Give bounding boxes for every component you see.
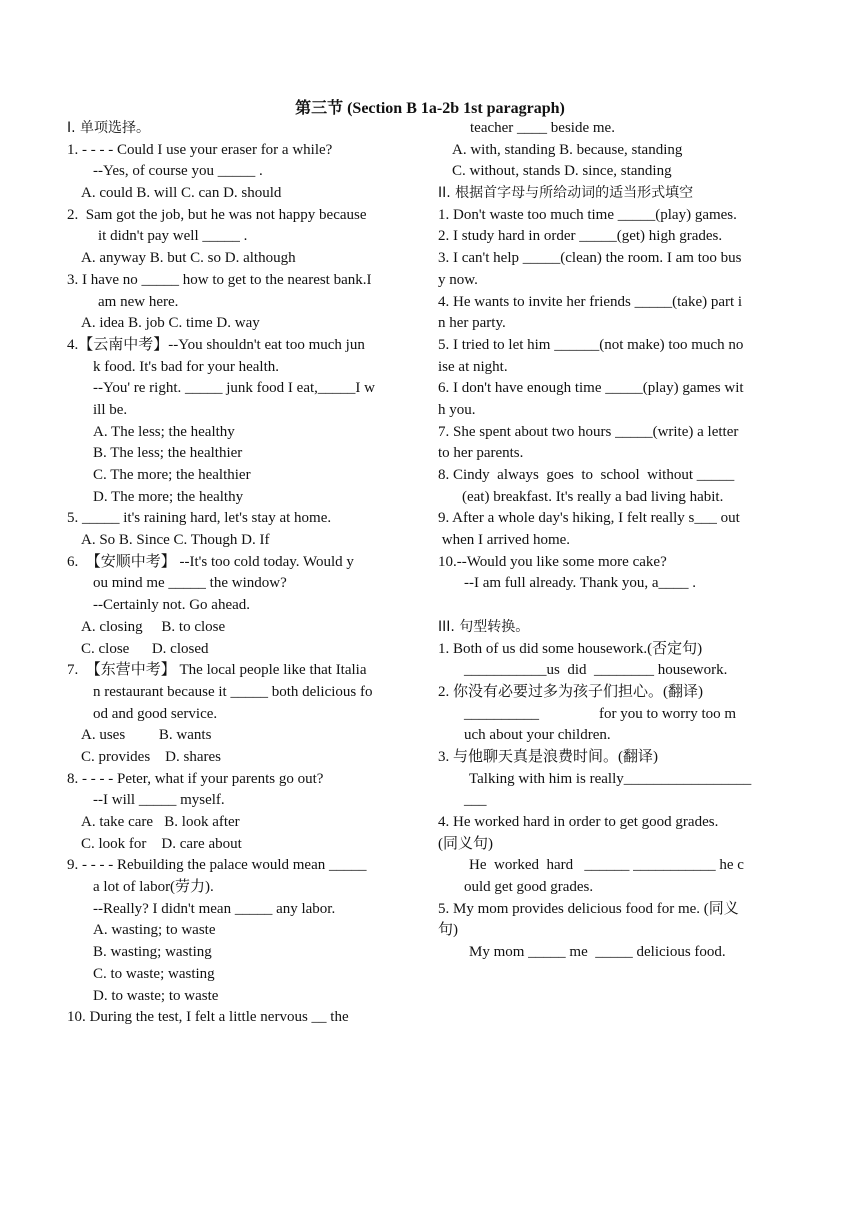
- text-line: 2. 你没有必要过多为孩子们担心。(翻译): [438, 683, 703, 700]
- text-line: [438, 595, 798, 617]
- text-line: h you.: [438, 401, 476, 418]
- text-line: A. closing B. to close: [81, 618, 226, 635]
- text-line: A. idea B. job C. time D. way: [81, 315, 260, 332]
- text-line: am new here.: [98, 293, 179, 310]
- text-line: A. So B. Since C. Though D. If: [81, 532, 270, 549]
- text-line: to her parents.: [438, 445, 524, 462]
- text-line: 2. Sam got the job, but he was not happy because: [67, 206, 367, 223]
- text-line: uch about your children.: [464, 727, 611, 744]
- text-line: 4. He wants to invite her friends _____(take) part i: [438, 293, 743, 310]
- text-line: 1. - - - - Could I use your eraser for a while?: [67, 141, 333, 158]
- text-line: ___: [464, 792, 487, 809]
- text-line: 句): [438, 922, 458, 939]
- text-line: 2. I study hard in order _____(get) high grades.: [438, 228, 723, 245]
- text-line: 9. - - - - Rebuilding the palace would mean _____: [67, 857, 367, 874]
- text-line: 5. My mom provides delicious food for me. (同义: [438, 900, 739, 917]
- text-line: y now.: [438, 271, 478, 288]
- page-title: 第三节 (Section B 1a-2b 1st paragraph): [295, 100, 565, 117]
- text-line: D. to waste; to waste: [93, 987, 219, 1004]
- text-line: A. anyway B. but C. so D. although: [81, 250, 296, 267]
- text-line: 5. I tried to let him ______(not make) too much no: [438, 336, 744, 353]
- text-line: 4.【云南中考】--You shouldn't eat too much jun: [67, 336, 365, 353]
- text-line: 1. Don't waste too much time _____(play) games.: [438, 206, 737, 223]
- text-line: B. wasting; wasting: [93, 944, 212, 961]
- text-line: A. take care B. look after: [81, 814, 240, 830]
- text-line: C. look for D. care about: [81, 835, 242, 852]
- text-line: 6. 【安顺中考】 --It's too cold today. Would y: [67, 553, 354, 570]
- text-line: (同义句): [438, 835, 493, 852]
- text-line: 7. 【东营中考】 The local people like that Italia: [67, 662, 367, 679]
- text-line: --Really? I didn't mean _____ any labor.: [93, 900, 336, 917]
- text-line: 5. _____ it's raining hard, let's stay at home.: [67, 510, 332, 527]
- text-line: ___________us did ________ housework.: [464, 662, 728, 679]
- text-line: III. 句型转换。: [438, 618, 530, 635]
- text-line: ould get good grades.: [464, 879, 594, 896]
- text-line: 7. She spent about two hours _____(write) a letter: [438, 423, 739, 440]
- text-line: 9. After a whole day's hiking, I felt really s___ out: [438, 510, 740, 527]
- text-line: C. close D. closed: [81, 640, 209, 657]
- text-line: k food. It's bad for your health.: [93, 358, 279, 375]
- text-line: n her party.: [438, 315, 506, 332]
- text-line: 8. Cindy always goes to school without _____: [438, 467, 735, 483]
- text-line: 4. He worked hard in order to get good grades.: [438, 814, 719, 830]
- text-line: 6. I don't have enough time _____(play) games wit: [438, 380, 744, 397]
- text-line: 1. Both of us did some housework.(否定句): [438, 640, 703, 657]
- text-line: (eat) breakfast. It's really a bad living habit.: [462, 488, 724, 505]
- text-line: A. wasting; to waste: [93, 922, 216, 939]
- text-line: --Certainly not. Go ahead.: [93, 597, 251, 614]
- left-column: [67, 118, 423, 1029]
- text-line: n restaurant because it _____ both delicious fo: [93, 683, 373, 700]
- text-line: II. 根据首字母与所给动词的适当形式填空: [438, 185, 694, 202]
- text-line: it didn't pay well _____ .: [98, 228, 248, 245]
- text-line: 3. I have no _____ how to get to the nearest bank.I: [67, 271, 372, 288]
- text-line: a lot of labor(劳力).: [93, 879, 214, 896]
- text-line: My mom _____ me _____ delicious food.: [469, 944, 726, 961]
- text-line: B. The less; the healthier: [93, 445, 243, 462]
- text-line: 10.--Would you like some more cake?: [438, 553, 667, 570]
- text-line: Talking with him is really_________________: [469, 770, 752, 787]
- text-line: teacher ____ beside me.: [470, 120, 615, 136]
- text-line: ou mind me _____ the window?: [93, 575, 287, 592]
- right-column: [438, 118, 798, 964]
- text-line: A. uses B. wants: [81, 727, 212, 744]
- text-line: A. could B. will C. can D. should: [81, 185, 282, 202]
- text-line: --You' re right. _____ junk food I eat,_____I w: [93, 380, 375, 397]
- text-line: ill be.: [93, 401, 128, 418]
- text-line: when I arrived home.: [438, 532, 571, 549]
- text-line: A. The less; the healthy: [93, 423, 235, 440]
- text-line: --Yes, of course you _____ .: [93, 163, 263, 180]
- text-line: 10. During the test, I felt a little nervous __ the: [67, 1009, 349, 1026]
- text-line: 3. 与他聊天真是浪费时间。(翻译): [438, 748, 658, 765]
- text-line: --I will _____ myself.: [93, 792, 225, 809]
- text-line: od and good service.: [93, 705, 218, 722]
- text-line: 8. - - - - Peter, what if your parents go out?: [67, 770, 324, 787]
- text-line: ise at night.: [438, 358, 508, 375]
- text-line: 3. I can't help _____(clean) the room. I am too bus: [438, 250, 742, 267]
- text-line: A. with, standing B. because, standing: [452, 141, 683, 158]
- text-line: C. provides D. shares: [81, 748, 221, 765]
- text-line: --I am full already. Thank you, a____ .: [464, 575, 697, 592]
- text-line: C. The more; the healthier: [93, 467, 251, 483]
- text-line: I. 单项选择。: [67, 120, 151, 136]
- text-line: C. without, stands D. since, standing: [452, 163, 672, 180]
- text-line: __________ for you to worry too m: [464, 705, 737, 722]
- text-line: C. to waste; wasting: [93, 965, 215, 982]
- text-line: He worked hard ______ ___________ he c: [469, 857, 744, 874]
- text-line: D. The more; the healthy: [93, 488, 244, 505]
